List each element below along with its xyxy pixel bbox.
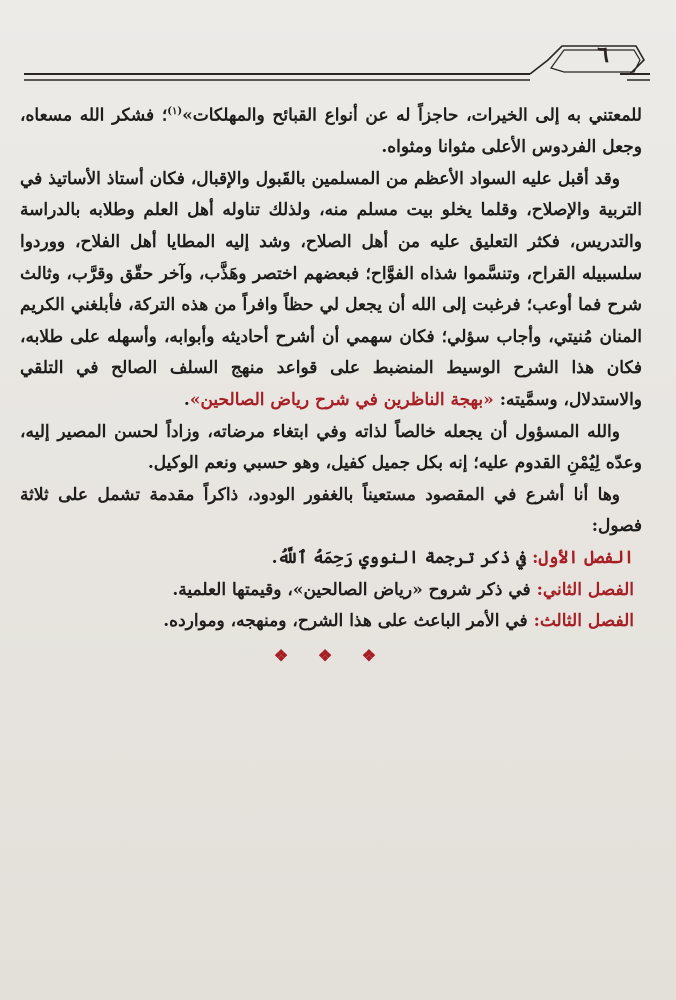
chapter-item-2 [20, 575, 642, 607]
page-header [24, 38, 650, 88]
section-ornament-icon: ❖ ❖ ❖ [273, 645, 389, 665]
chapter-label-2: الفصل الثاني: [536, 579, 634, 600]
paragraph-2-end: . [183, 390, 190, 410]
body-text [20, 96, 642, 671]
chapter-text-2: في ذكر شروح «رياض الصالحين»، وقيمتها العلمية. [172, 579, 537, 600]
header-rule-ornament [24, 38, 650, 88]
paragraph-1-end: ؛ فشكر الله مسعاه، وجعل الفردوس الأعلى مثوانا ومثواه. [20, 105, 642, 158]
book-title: «بهجة الناظرين في شرح رياض الصالحين» [189, 390, 494, 410]
paragraph-1-text: للمعتني به إلى الخيرات، حاجزاً له عن أنواع القبائح والمهلكات» [182, 105, 642, 126]
chapter-item-1 [20, 543, 642, 575]
page-number: ٦ [597, 42, 609, 68]
paragraph-4: وها أنا أشرع في المقصود مستعيناً بالغفور الودود، ذاكراً مقدمة تشمل على ثلاثة فصول: [20, 484, 642, 537]
chapter-label-1: الفصل الأول: [532, 547, 634, 568]
paragraph-1 [20, 96, 642, 164]
chapter-item-3 [20, 606, 642, 638]
chapter-text-3: في الأمر الباعث على هذا الشرح، ومنهجه، وموارده. [163, 611, 534, 632]
footnote-marker[interactable]: (١) [167, 106, 183, 117]
paragraph-3: والله المسؤول أن يجعله خالصاً لذاته وفي ابتغاء مرضاته، وزاداً لحسن المصير إليه، وعدّه لِيُمْنِ القدوم عليه؛ إنه بكل جميل كفيل، وهو حسبي ونعم الوكيل. [20, 421, 642, 474]
paragraph-2 [20, 164, 642, 417]
chapter-label-3: الفصل الثالث: [533, 611, 634, 632]
chapter-text-1: في ذكر ترجمة النووي رَحِمَهُ ٱللَّهُ. [271, 547, 533, 568]
paragraph-2-text: وقد أقبل عليه السواد الأعظم من المسلمين بالقَبول والإقبال، فكان أستاذ الأساتيذ في التربية والإصلاح، وقلما يخلو بيت مسلم منه، ولذلك تناوله أهل العلم وطلابه بالدراسة والتدريس، فكثر التعليق عليه من أهل الصلاح، وشد إليه المطايا أهل الفلاح، ووردوا سلسبيله القراح، وتنسَّموا شذاه الفوَّاح؛ فبعضهم اختصر وهَذَّب، وآخر حقّق وقرَّب، وثالث شرح فما أوعب؛ فرغبت إلى الله أن يجعل لي حظاً وافراً من هذه التركة، فأبلغني الكريم المنان مُنيتي، وأجاب سؤلي؛ فكان سهمي أن أشرح أحاديثه وأبوابه، وأسهله على طلابه، فكان هذا الشرح الوسيط المنضبط على قواعد منهج السلف الصالح في التلقي والاستدلال، وسمَّيته: [20, 168, 642, 410]
